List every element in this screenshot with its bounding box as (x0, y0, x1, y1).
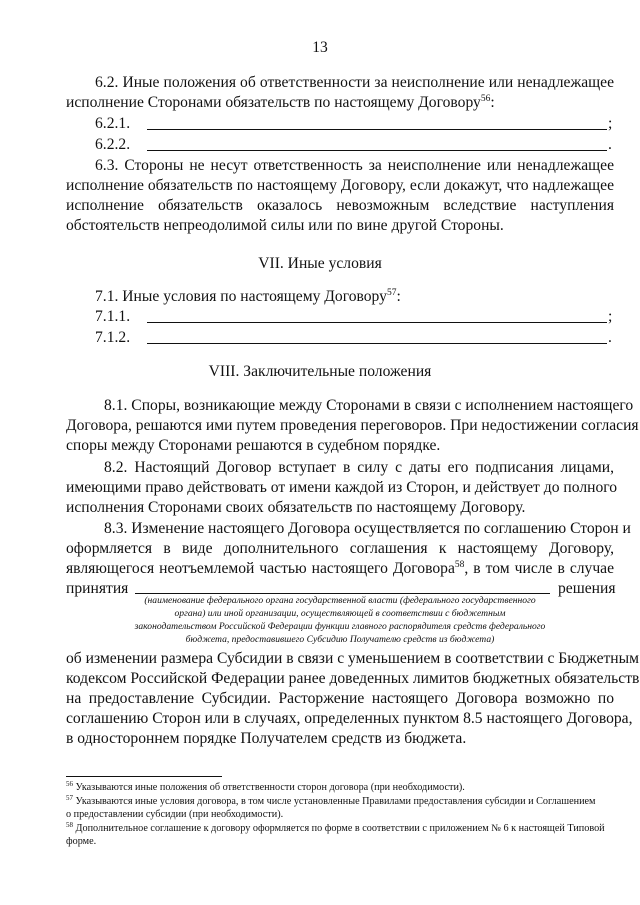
blank-line-7-1-2 (147, 343, 607, 344)
section-8-title: VIII. Заключительные положения (208, 363, 432, 380)
clause-6-2-line-2: исполнение Сторонами обязательств по настоящему Договору$^{56}$: (66, 94, 495, 111)
clause-7-1-2-label: 7.1.2. (95, 329, 131, 346)
clause-8-3-line-6: кодексом Российской Федерации ранее доведенных лимитов бюджетных обязательств (66, 670, 640, 687)
footnote-separator (66, 776, 222, 777)
footnote-58-line-1: $^{58}$ Дополнительное соглашение к договору оформляется по форме в соответствии с приложением № 6 к настоящей Типовой (66, 821, 605, 834)
clause-8-3-line-8: соглашению Сторон или в случаях, определенных пунктом 8.5 настоящего Договора, (66, 710, 633, 727)
clause-6-2-2-end: . (608, 136, 612, 153)
clause-8-3-prinyatiya: принятия (66, 580, 129, 597)
footnote-57-line-1: $^{57}$ Указываются иные условия договора, в том числе установленные Правилами предоставления субсидии и Соглашением (66, 794, 596, 807)
footnote-57-line-2: о предоставлении субсидии (при необходимости). (66, 809, 284, 820)
clause-7-1-2-end: . (608, 329, 612, 346)
clause-8-3-line-9: в одностороннем порядке Получателем средств из бюджета. (66, 730, 467, 747)
clause-8-3-resheniya: решения (558, 580, 616, 597)
clause-8-2-line-2: имеющими право действовать от имени каждой из Сторон, и действует до полного (66, 479, 618, 496)
clause-6-2-1-label: 6.2.1. (95, 115, 131, 132)
section-7-title: VII. Иные условия (258, 255, 382, 272)
clause-6-3-line-3: исполнение обязательств оказалось невозможным вследствие наступления (66, 197, 614, 214)
footnote-ref-58: 58 (454, 560, 465, 570)
authority-note-line-1: (наименование федерального органа государственной власти (федерального государственного (144, 595, 536, 606)
clause-8-3-line-2: оформляется в виде дополнительного соглашения к настоящему Договору, (66, 540, 614, 557)
clause-8-3-line-1: 8.3. Изменение настоящего Договора осуществляется по соглашению Сторон и (104, 520, 631, 537)
authority-note-line-4: бюджета, предоставившего Субсидию Получателю средств из бюджета) (185, 634, 495, 645)
clause-8-3-line-7: на предоставление Субсидии. Расторжение настоящего Договора возможно по (66, 690, 614, 707)
clause-8-2-line-1: 8.2. Настоящий Договор вступает в силу с даты его подписания лицами, (104, 459, 614, 476)
clause-7-1-1-end: ; (608, 308, 613, 325)
clause-8-1-line-3: споры между Сторонами решаются в судебном порядке. (66, 437, 441, 454)
authority-note-line-2: органа) или иной организации, осуществляющей в соответствии с бюджетным (174, 608, 506, 619)
clause-6-2-line-1: 6.2. Иные положения об ответственности за неисполнение или ненадлежащее (95, 74, 614, 91)
clause-7-1-1-label: 7.1.1. (95, 308, 131, 325)
clause-8-1-line-2: Договора, решаются ими путем проведения переговоров. При недостижении согласия (66, 417, 639, 434)
clause-6-3-line-2: исполнение обязательств по настоящему Договору, если докажут, что надлежащее (66, 177, 614, 194)
clause-8-3-line-3: являющегося неотъемлемой частью настоящего Договора$^{58}$, в том числе в случае (66, 560, 615, 577)
authority-note-line-3: законодательством Российской Федерации функции главного распорядителя средств федерального (134, 621, 546, 632)
clause-8-2-line-3: исполнения Сторонами своих обязательств по настоящему Договору. (66, 499, 526, 516)
footnote-ref-57: 57 (386, 288, 397, 298)
blank-line-6-2-1 (147, 129, 607, 130)
footnote-ref-56: 56 (480, 94, 491, 104)
blank-line-7-1-1 (147, 322, 607, 323)
clause-6-3-line-1: 6.3. Стороны не несут ответственность за неисполнение или ненадлежащее (95, 157, 614, 174)
clause-7-1: 7.1. Иные условия по настоящему Договору$^{57}$: (95, 288, 401, 305)
clause-6-3-line-4: обстоятельств непреодолимой силы или по вине другой Стороны. (66, 217, 504, 234)
footnote-58-line-2: форме. (66, 836, 97, 847)
clause-6-2-2-label: 6.2.2. (95, 136, 131, 153)
footnote-56: $^{56}$ Указываются иные положения об ответственности сторон договора (при необходимости). (66, 780, 465, 793)
page-number: 13 (312, 39, 328, 56)
clause-8-1-line-1: 8.1. Споры, возникающие между Сторонами в связи с исполнением настоящего (104, 397, 634, 414)
clause-6-2-1-end: ; (608, 115, 613, 132)
blank-line-6-2-2 (147, 150, 607, 151)
clause-8-3-line-5: об изменении размера Субсидии в связи с уменьшением в соответствии с Бюджетным (66, 650, 640, 667)
